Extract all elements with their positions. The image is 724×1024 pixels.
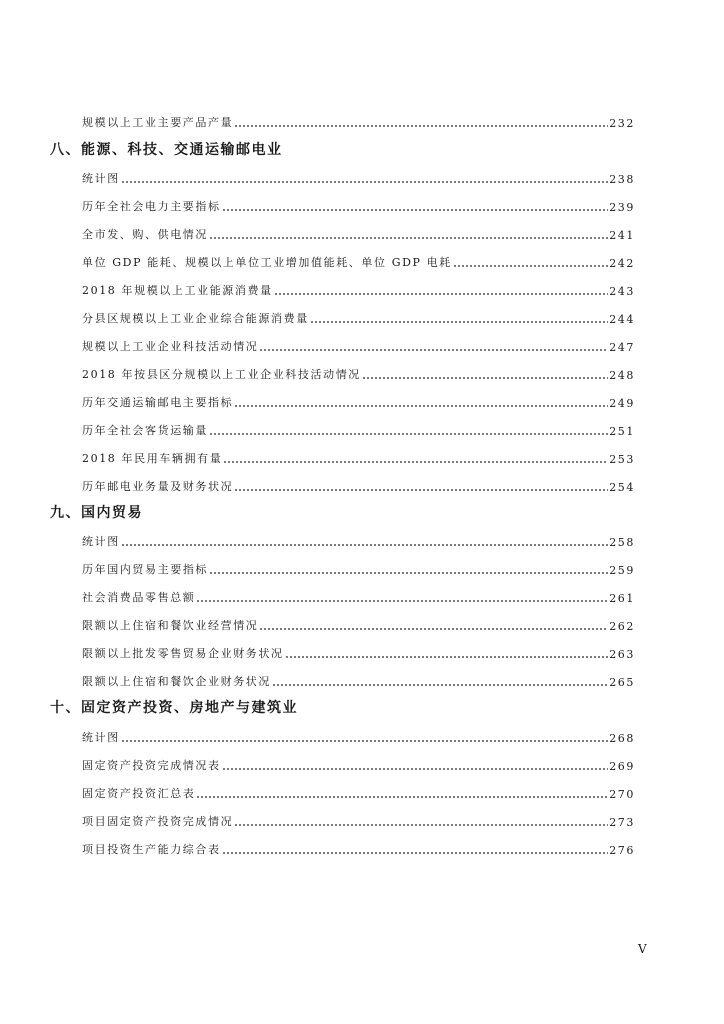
dot-leader [209, 425, 608, 437]
dot-leader [234, 816, 608, 828]
dot-leader [196, 592, 608, 604]
toc-entry[interactable] [82, 112, 635, 130]
toc-entry-title: 历年国内贸易主要指标 [82, 563, 208, 576]
toc-entry-title: 2018 年按县区分规模以上工业企业科技活动情况 [82, 368, 361, 381]
toc-entry-title: 历年全社会电力主要指标 [82, 200, 221, 213]
dot-leader [222, 844, 609, 856]
toc-entry-page: 248 [609, 369, 635, 382]
dot-leader [285, 648, 609, 660]
toc-entry-page: 254 [609, 481, 635, 494]
toc-entry-title: 全市发、购、供电情况 [82, 228, 208, 241]
toc-entry-page: 244 [609, 313, 635, 326]
section-heading: 九、国内贸易 [50, 505, 143, 521]
toc-entry-page: 249 [609, 397, 635, 410]
dot-leader [259, 620, 608, 632]
toc-entry-title: 单位 GDP 能耗、规模以上单位工业增加值能耗、单位 GDP 电耗 [82, 256, 452, 269]
toc-entry-page: 241 [609, 229, 635, 242]
toc-entry-page: 263 [609, 648, 635, 661]
toc-entry[interactable] [82, 252, 635, 270]
toc-entry[interactable] [82, 364, 635, 382]
dot-leader [272, 676, 608, 688]
toc-entry[interactable] [82, 671, 635, 689]
toc-entry-title: 统计图 [82, 172, 120, 185]
page-number: V [638, 942, 647, 956]
dot-leader [196, 788, 608, 800]
toc-entry-page: 242 [609, 257, 635, 270]
toc-entry-title: 固定资产投资完成情况表 [82, 759, 221, 772]
toc-entry-page: 243 [609, 285, 635, 298]
toc-entry-title: 限额以上住宿和餐饮业经营情况 [82, 619, 259, 632]
toc-entry-page: 268 [609, 732, 635, 745]
section-heading: 十、固定资产投资、房地产与建筑业 [50, 700, 298, 716]
dot-leader [222, 201, 609, 213]
toc-entry-title: 社会消费品零售总额 [82, 591, 196, 604]
toc-entry[interactable] [82, 420, 635, 438]
toc-entry-page: 270 [609, 788, 635, 801]
toc-entry-page: 238 [609, 173, 635, 186]
toc-entry-title: 统计图 [82, 535, 120, 548]
dot-leader [121, 732, 608, 744]
dot-leader [209, 229, 608, 241]
toc-entry-page: 259 [609, 564, 635, 577]
toc-entry[interactable] [82, 224, 635, 242]
dot-leader [223, 453, 608, 465]
toc-entry[interactable] [82, 196, 635, 214]
dot-leader [209, 564, 608, 576]
toc-entry[interactable] [82, 559, 635, 577]
dot-leader [274, 285, 609, 297]
toc-entry-page: 239 [609, 201, 635, 214]
toc-entry-page: 232 [609, 117, 635, 130]
toc-entry-page: 269 [609, 760, 635, 773]
toc-entry-page: 258 [609, 536, 635, 549]
toc-entry[interactable] [82, 448, 635, 466]
dot-leader [121, 536, 608, 548]
toc-entry-page: 261 [609, 592, 635, 605]
toc-entry-title: 分县区规模以上工业企业综合能源消费量 [82, 312, 309, 325]
toc-entry[interactable] [82, 755, 635, 773]
toc-entry-title: 项目投资生产能力综合表 [82, 843, 221, 856]
toc-entry-page: 251 [609, 425, 635, 438]
toc-entry-title: 固定资产投资汇总表 [82, 787, 196, 800]
toc-entry[interactable] [82, 811, 635, 829]
toc-entry[interactable] [82, 615, 635, 633]
toc-entry-page: 262 [609, 620, 635, 633]
toc-entry[interactable] [82, 839, 635, 857]
toc-entry[interactable] [82, 476, 635, 494]
toc-entry-title: 统计图 [82, 731, 120, 744]
toc-entry[interactable] [82, 168, 635, 186]
toc-entry-page: 276 [609, 844, 635, 857]
toc-entry[interactable] [82, 336, 635, 354]
dot-leader [453, 257, 608, 269]
dot-leader [222, 760, 609, 772]
dot-leader [362, 369, 608, 381]
dot-leader [234, 481, 608, 493]
toc-entry[interactable] [82, 308, 635, 326]
toc-entry-page: 253 [609, 453, 635, 466]
toc-entry[interactable] [82, 280, 635, 298]
toc-entry-page: 247 [609, 341, 635, 354]
toc-entry[interactable] [82, 643, 635, 661]
dot-leader [310, 313, 608, 325]
toc-entry-page: 273 [609, 816, 635, 829]
toc-entry-title: 规模以上工业主要产品产量 [82, 116, 234, 129]
toc-entry-title: 限额以上批发零售贸易企业财务状况 [82, 647, 284, 660]
dot-leader [234, 397, 608, 409]
toc-entry[interactable] [82, 392, 635, 410]
toc-entry-title: 项目固定资产投资完成情况 [82, 815, 234, 828]
dot-leader [121, 173, 608, 185]
dot-leader [259, 341, 608, 353]
toc-entry-title: 2018 年规模以上工业能源消费量 [82, 284, 273, 297]
toc-entry-title: 2018 年民用车辆拥有量 [82, 452, 223, 465]
toc-entry-page: 265 [609, 676, 635, 689]
toc-entry[interactable] [82, 531, 635, 549]
toc-entry[interactable] [82, 783, 635, 801]
toc-entry-title: 历年邮电业务量及财务状况 [82, 480, 234, 493]
section-heading: 八、能源、科技、交通运输邮电业 [50, 142, 283, 158]
toc-entry-title: 历年全社会客货运输量 [82, 424, 208, 437]
toc-entry-title: 规模以上工业企业科技活动情况 [82, 340, 259, 353]
toc-entry-title: 历年交通运输邮电主要指标 [82, 396, 234, 409]
toc-entry[interactable] [82, 587, 635, 605]
toc-entry-title: 限额以上住宿和餐饮企业财务状况 [82, 675, 271, 688]
dot-leader [234, 117, 608, 129]
toc-entry[interactable] [82, 727, 635, 745]
